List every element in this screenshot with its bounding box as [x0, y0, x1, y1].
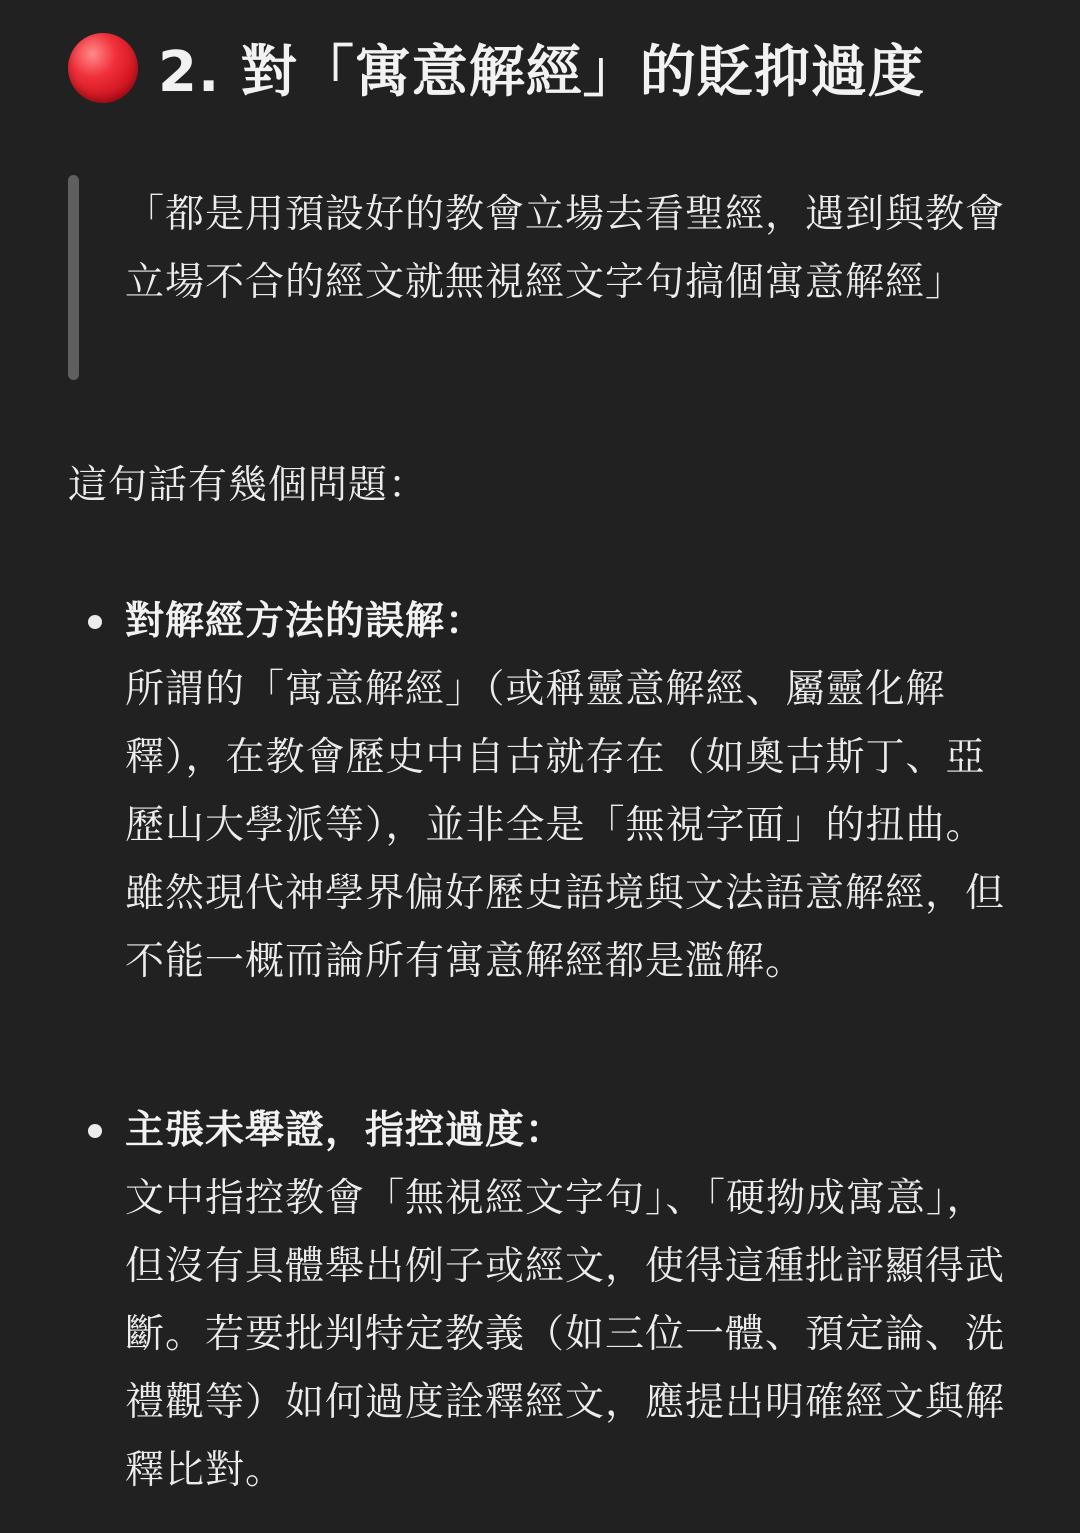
- intro-paragraph: 這句話有幾個問題：: [68, 463, 429, 508]
- blockquote-text: 「都是用預設好的教會立場去看聖經，遇到與教會立場不合的經文就無視經文字句搞個寓意解經」: [125, 192, 1006, 305]
- blockquote-bar: [68, 175, 79, 380]
- section-title: 2. 對「寓意解經」的貶抑過度: [158, 40, 925, 105]
- bullet-icon: [88, 615, 102, 629]
- list-item-title: 對解經方法的誤解：: [125, 599, 486, 644]
- section-heading: [68, 28, 925, 108]
- blockquote: [68, 175, 1010, 380]
- list-item-body: 文中指控教會「無視經文字句」、「硬拗成寓意」，但沒有具體舉出例子或經文，使得這種批評顯得武斷。若要批判特定教義（如三位一體、預定論、洗禮觀等）如何過度詮釋經文，應提出明確經文與解釋比對。: [125, 1176, 1006, 1493]
- list-item-body: 所謂的「寓意解經」（或稱靈意解經、屬靈化解釋），在教會歷史中自古就存在（如奧古斯丁、亞歷山大學派等），並非全是「無視字面」的扭曲。雖然現代神學界偏好歷史語境與文法語意解經，但不能一概而論所有寓意解經都是濫解。: [125, 667, 1006, 984]
- bullet-icon: [88, 1124, 102, 1138]
- list-item-title: 主張未舉證，指控過度：: [125, 1108, 566, 1153]
- red-circle-icon: [68, 33, 138, 103]
